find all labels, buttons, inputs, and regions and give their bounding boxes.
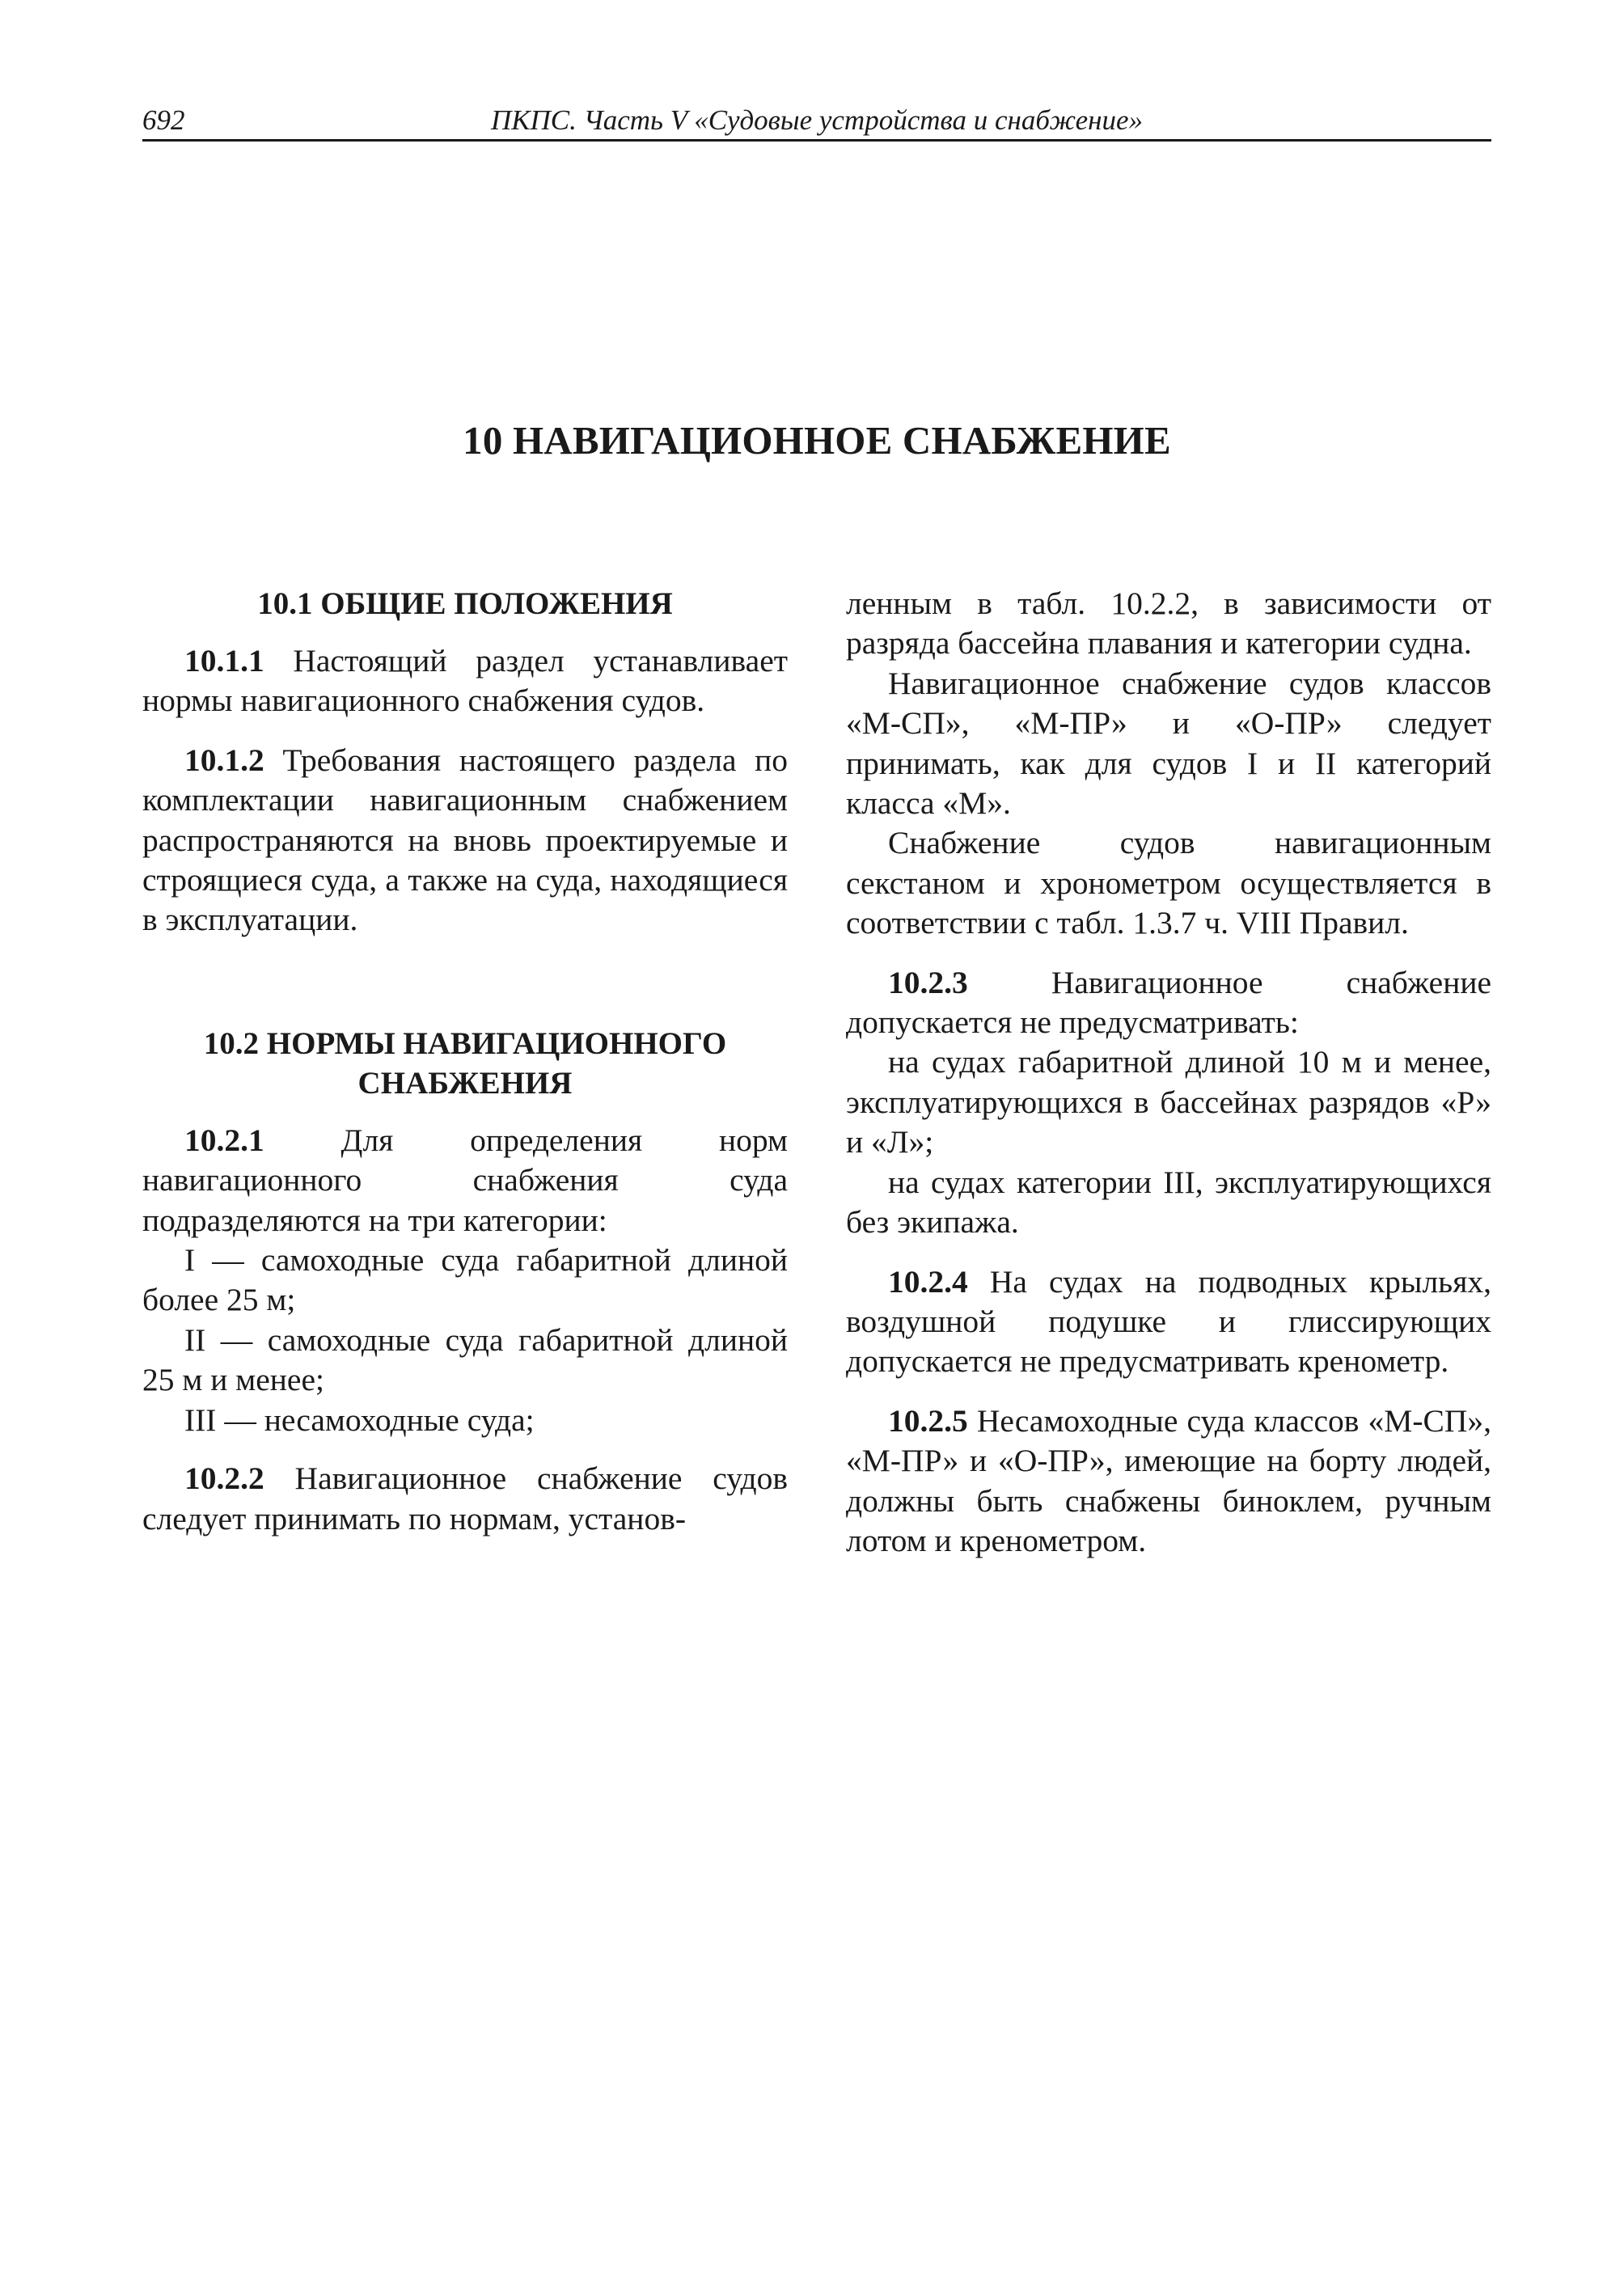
running-title: ПКПС. Часть V «Судовые устройства и снабжение» [490,104,1144,136]
exemption-item-2: на судах категории III, эксплуатирующихся без экипажа. [846,1164,1491,1241]
exemption-item-1: на судах габаритной длиной 10 м и менее, эксплуатирующихся в бассейнах разрядов «Р» и «Л»; [846,1044,1491,1160]
page-number: 692 [142,104,185,136]
category-item-2: II — самоходные суда габаритной длиной 25 м и менее; [142,1321,788,1398]
paragraph-10-1-1 [142,641,788,721]
clause-text: Навигационное снабжение судов следует принимать по нормам, установ- [142,1460,788,1536]
chapter-title: 10 НАВИГАЦИОННОЕ СНАБЖЕНИЕ [463,418,1171,463]
section-heading-10-2 [142,1024,788,1103]
paragraph-10-2-3 [846,963,1491,1043]
clause-number: 10.2.4 [888,1263,968,1300]
paragraph-continuation: ленным в табл. 10.2.2, в зависимости от разряда бассейна плавания и категории судна. [846,585,1491,662]
clause-number: 10.2.5 [888,1402,968,1439]
paragraph-10-2-4 [846,1262,1491,1382]
clause-number: 10.1.1 [184,643,264,678]
paragraph-10-2-1 [142,1121,788,1241]
clause-text: На судах на подводных крыльях, воздушной подушке и глиссирующих допускается не предусматривать кренометр. [846,1263,1491,1380]
left-column [142,584,788,1539]
clause-text: Несамоходные суда классов «М-СП», «М-ПР» и «О-ПР», имеющие на борту людей, должны быть снабжены биноклем, ручным лотом и кренометром. [846,1402,1491,1558]
paragraph-10-2-2 [142,1459,788,1539]
clause-text: Настоящий раздел устанавливает нормы навигационного снабжения судов. [142,643,788,719]
clause-number: 10.2.2 [184,1460,264,1497]
clause-text: Для определения норм навигационного снабжения суда подразделяются на три категории: [142,1122,788,1238]
paragraph-classes: Навигационное снабжение судов классов «М-СП», «М-ПР» и «О-ПР» следует принимать, как для судов I и II категорий класса «М». [846,665,1491,822]
clause-number: 10.1.2 [184,742,264,778]
paragraph-sextant: Снабжение судов навигационным секстаном и хронометром осуществляется в соответствии с табл. 1.3.7 ч. VIII Правил. [846,825,1491,941]
clause-number: 10.2.3 [888,964,968,1000]
paragraph-10-1-2 [142,741,788,940]
section-heading-line-2: СНАБЖЕНИЯ [357,1065,573,1101]
section-heading-line-1: 10.2 НОРМЫ НАВИГАЦИОННОГО [203,1025,727,1061]
right-column [846,584,1491,1561]
category-item-1: I — самоходные суда габаритной длиной более 25 м; [142,1242,788,1318]
category-item-3: III — несамоходные суда; [184,1401,535,1438]
clause-number: 10.2.1 [184,1122,264,1158]
clause-text: Навигационное снабжение допускается не предусматривать: [846,964,1491,1041]
section-heading-10-1: 10.1 ОБЩИЕ ПОЛОЖЕНИЯ [257,586,673,621]
clause-text: Требования настоящего раздела по комплектации навигационным снабжением распространяются на вновь проектируемые и строящиеся суда, а также на суда, находящиеся в эксплуатации. [142,742,788,938]
running-header [142,105,1491,142]
paragraph-10-2-5 [846,1401,1491,1562]
